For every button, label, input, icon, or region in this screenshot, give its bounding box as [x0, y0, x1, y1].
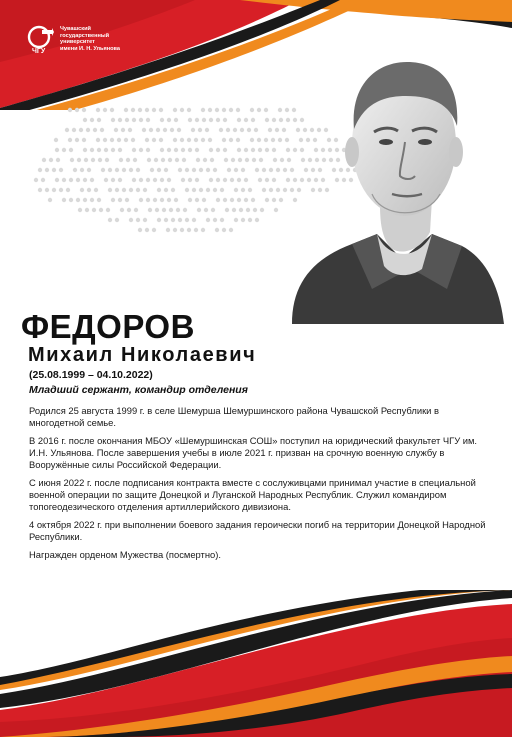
- military-rank: Младший сержант, командир отделения: [29, 384, 248, 396]
- life-dates: (25.08.1999 – 04.10.2022): [29, 369, 153, 381]
- university-name-line: университет: [60, 39, 95, 46]
- bio-paragraph: Родился 25 августа 1999 г. в селе Шемурша Шемуршинского района Чувашской Республики в многодетной семье.: [29, 405, 440, 428]
- footer-ribbon-band: [0, 590, 512, 737]
- university-name-line: Чувашский: [60, 26, 91, 32]
- given-names: Михаил Николаевич: [28, 344, 257, 366]
- biography: [29, 405, 491, 567]
- logo-abbreviation: ЧГУ: [32, 48, 46, 54]
- surname: ФЕДОРОВ: [21, 308, 195, 345]
- university-name-line: государственный: [60, 32, 110, 39]
- bio-paragraph: С июня 2022 г. после подписания контракта вместе с сослуживцами принимал участие в специальной военной операции по защите Донецкой и Луганской Народных Республик. Служил командиром топогеодезического отделения артиллерийского дивизиона.: [29, 477, 476, 512]
- university-name-line: имени И. Н. Ульянова: [60, 45, 120, 52]
- bio-paragraph: 4 октября 2022 г. при выполнении боевого задания героически погиб на территории Донецкой Народной Республики.: [29, 519, 486, 542]
- portrait-sketch: [282, 34, 504, 324]
- bio-paragraph: В 2016 г. после окончания МБОУ «Шемуршинская СОШ» поступил на юридический факультет ЧГУ им. И.Н. Ульянова. После завершения учебы в июле 2021 г. призван на срочную военную службу в Вооружённые силы Российской Федерации.: [29, 435, 478, 470]
- bio-paragraph: Награжден орденом Мужества (посмертно).: [29, 549, 221, 560]
